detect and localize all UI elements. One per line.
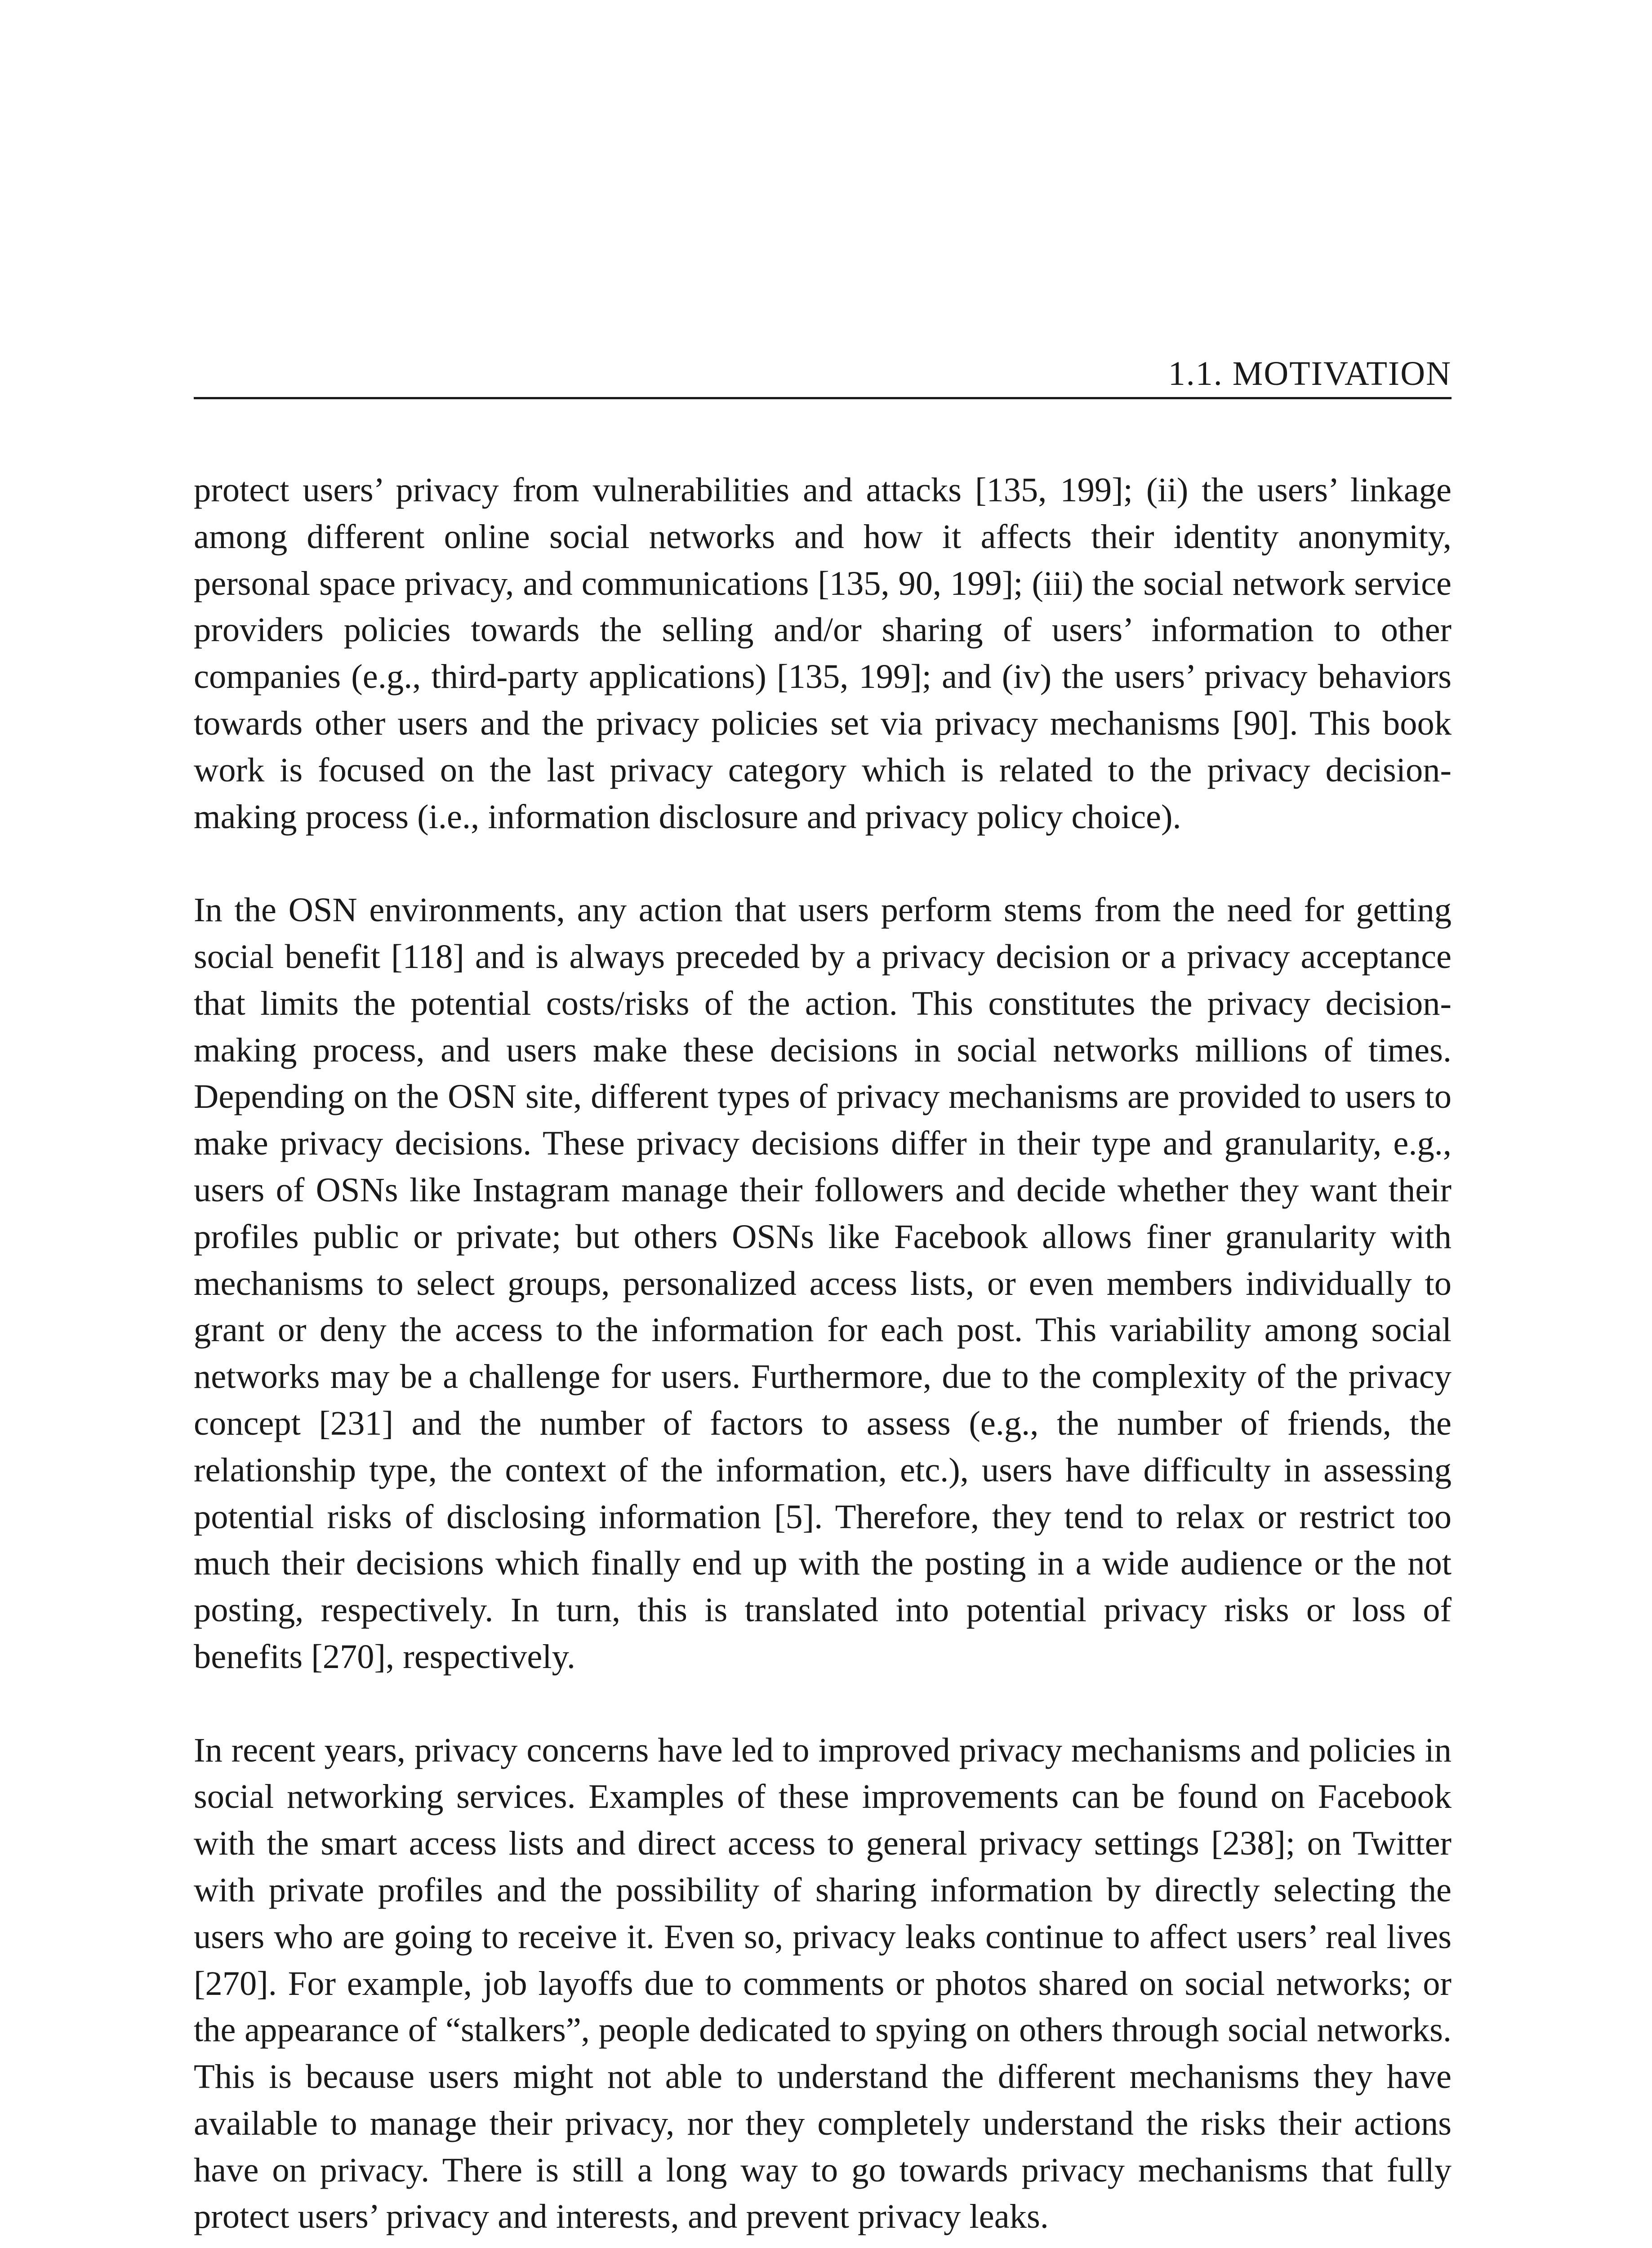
paragraph-privacy-mechanisms: In recent years, privacy concerns have led to improved privacy mechanisms and policies in social networking services. Examples of these improvements can be found on Facebook with the smart access lists and direct access to general privacy settings [238]; on Twitter with private profiles and the possibility of sharing information by directly selecting the users who are going to receive it. Even so, privacy leaks continue to affect users’ real lives [270]. For example, job layoffs due to comments or photos shared on social networks; or the appearance of “stalkers”, people dedicated to spying on others through social networks. This is because users might not able to understand the different mechanisms they have available to manage their privacy, nor they completely understand the risks their actions have on privacy. There is still a long way to go towards privacy mechanisms that fully protect users’ privacy and interests, and prevent privacy leaks. [194,1731,1452,2236]
running-header [194,346,1452,399]
body-text [194,467,1452,2240]
paragraph-privacy-categories: protect users’ privacy from vulnerabilities and attacks [135, 199]; (ii) the users’ linkage among different online social networks and how it affects their identity anonymity, personal space privacy, and communications [135, 90, 199]; (iii) the social network service providers policies towards the selling and/or sharing of users’ information to other companies (e.g., third-party applications) [135, 199]; and (iv) the users’ privacy behaviors towards other users and the privacy policies set via privacy mechanisms [90]. This book work is focused on the last privacy category which is related to the privacy decision-making process (i.e., information disclosure and privacy policy choice). [194,471,1452,836]
running-header-title: 1.1. MOTIVATION [1168,355,1452,393]
paragraph-privacy-decision-making: In the OSN environments, any action that users perform stems from the need for getting social benefit [118] and is always preceded by a privacy decision or a privacy acceptance that limits the potential costs/risks of the action. This constitutes the privacy decision-making process, and users make these decisions in social networks millions of times. Depending on the OSN site, different types of privacy mechanisms are provided to users to make privacy decisions. These privacy decisions differ in their type and granularity, e.g., users of OSNs like Instagram manage their followers and decide whether they want their profiles public or private; but others OSNs like Facebook allows finer granularity with mechanisms to select groups, personalized access lists, or even members individually to grant or deny the access to the information for each post. This variability among social networks may be a challenge for users. Furthermore, due to the complexity of the privacy concept [231] and the number of factors to assess (e.g., the number of friends, the relationship type, the context of the information, etc.), users have difficulty in assessing potential risks of disclosing information [5]. Therefore, they tend to relax or restrict too much their decisions which finally end up with the posting in a wide audience or the not posting, respectively. In turn, this is translated into potential privacy risks or loss of benefits [270], respectively. [194,891,1452,1676]
